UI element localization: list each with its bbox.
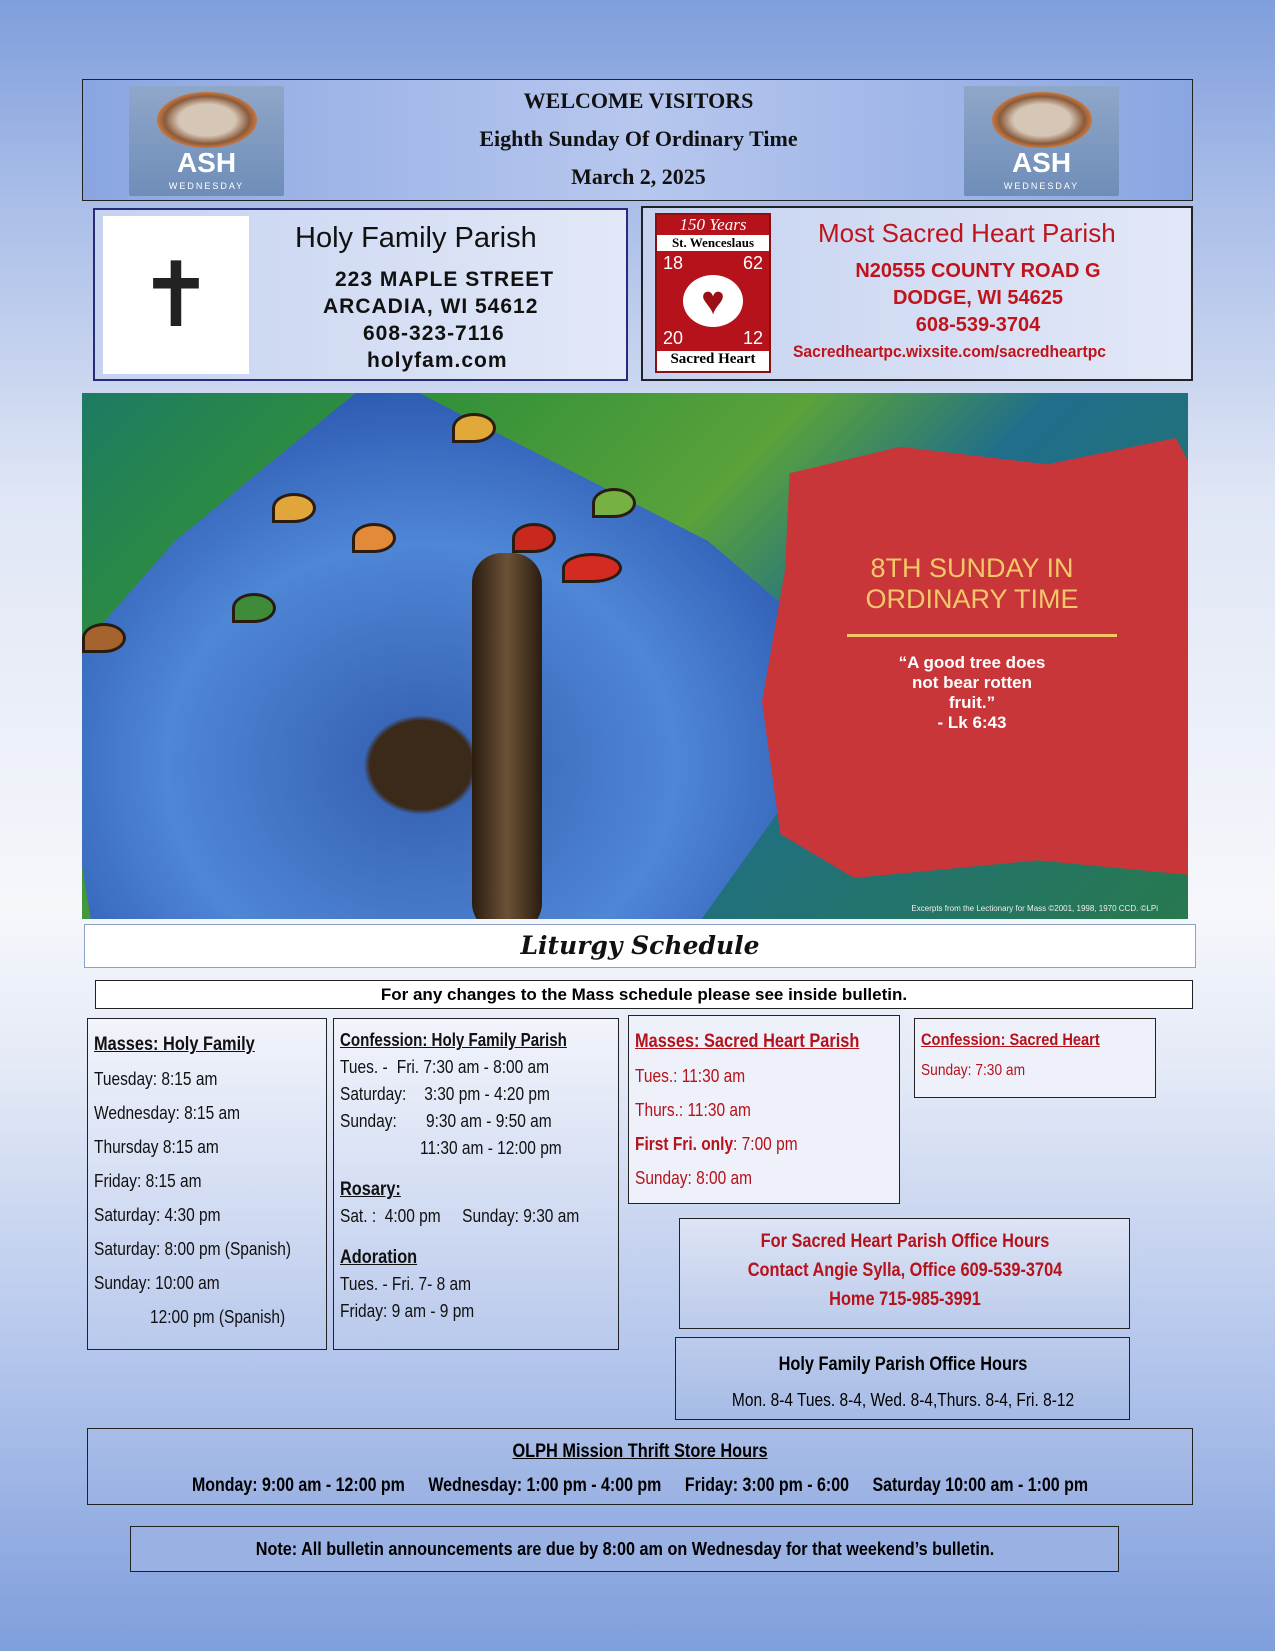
thrift-hours: Wednesday: 1:00 pm - 4:00 pm <box>428 1475 662 1496</box>
adoration-time: Friday: 9 am - 9 pm <box>340 1301 475 1321</box>
time: Fri. 7:30 am - 8:00 am <box>396 1057 550 1077</box>
office-contact: Contact Angie Sylla, Office 609-539-3704 <box>747 1260 1062 1281</box>
time: 9:30 am - 9:50 am <box>426 1111 552 1131</box>
masses-holy-family <box>87 1018 327 1350</box>
office-home-phone: Home 715-985-3991 <box>828 1289 981 1310</box>
leaf <box>272 493 316 523</box>
phone: 608-323-7116 <box>363 322 505 345</box>
badge-sub: WEDNESDAY <box>1003 181 1080 191</box>
sacred-heart-office-hours <box>679 1218 1130 1329</box>
city: ARCADIA, WI 54612 <box>323 295 539 318</box>
sacred-heart-info <box>641 206 1193 381</box>
time: 3:30 pm - 4:20 pm <box>424 1084 550 1104</box>
holy-family-office-hours <box>675 1337 1130 1420</box>
bulletin-date: March 2, 2025 <box>571 164 706 189</box>
office-line: For Sacred Heart Parish Office Hours <box>760 1231 1049 1252</box>
sunday-title: Eighth Sunday Of Ordinary Time <box>479 126 798 151</box>
logo-year: 20 <box>663 328 684 348</box>
heart-icon: ♥ <box>683 275 743 327</box>
badge-label: ASH <box>176 147 237 178</box>
quote-text: “A good tree does not bear rotten fruit.” <box>898 653 1046 712</box>
thrift-title: OLPH Mission Thrift Store Hours <box>512 1441 768 1462</box>
confession-time: Sunday: 7:30 am <box>921 1062 1026 1079</box>
phone: 608-539-3704 <box>915 314 1041 336</box>
leaf <box>452 413 496 443</box>
thrift-hours: Friday: 3:00 pm - 6:00 <box>684 1475 849 1496</box>
ash-wednesday-image-left <box>129 86 284 196</box>
confession-holy-family <box>333 1018 619 1350</box>
website[interactable]: holyfam.com <box>367 349 508 372</box>
leaf <box>352 523 396 553</box>
office-title: Holy Family Parish Office Hours <box>778 1354 1027 1375</box>
parish-name: Holy Family Parish <box>295 222 537 254</box>
leaf <box>562 553 622 583</box>
section-title: Masses: Holy Family <box>94 1034 255 1055</box>
leaf <box>82 623 126 653</box>
welcome-header <box>82 79 1193 201</box>
mass-time: : 7:00 pm <box>733 1134 798 1154</box>
logo-year: 18 <box>663 253 684 273</box>
holy-family-info <box>93 208 628 381</box>
thrift-store-hours <box>87 1428 1193 1505</box>
city: DODGE, WI 54625 <box>892 287 1064 309</box>
bulletin-deadline-note <box>130 1526 1119 1572</box>
mass-time: Thurs.: 11:30 am <box>635 1100 751 1120</box>
schedule-changes-note: For any changes to the Mass schedule please see inside bulletin. <box>95 980 1193 1009</box>
tree-trunk <box>472 553 542 919</box>
hero-title: 8TH SUNDAY IN ORDINARY TIME <box>865 553 1079 614</box>
badge-label: ASH <box>1011 147 1072 178</box>
quote-reference: - Lk 6:43 <box>937 713 1007 732</box>
mass-time: Tuesday: 8:15 am <box>94 1069 218 1089</box>
logo-year: 12 <box>742 328 763 348</box>
first-friday-label: First Fri. only <box>635 1134 734 1154</box>
masses-sacred-heart <box>628 1015 900 1204</box>
mass-time: Tues.: 11:30 am <box>635 1066 746 1086</box>
day: Tues. - <box>340 1057 388 1077</box>
mass-time: 12:00 pm (Spanish) <box>150 1307 286 1327</box>
mass-time: Sunday: 8:00 am <box>635 1168 753 1188</box>
divider <box>847 634 1117 637</box>
mass-time: Saturday: 4:30 pm <box>94 1205 221 1225</box>
logo-year: 62 <box>742 253 763 273</box>
image-credit: Excerpts from the Lectionary for Mass ©2001, 1998, 1970 CCD. ©LPi <box>911 904 1158 913</box>
liturgy-schedule-title: Liturgy Schedule <box>84 924 1196 968</box>
leaf <box>512 523 556 553</box>
office-hours: Mon. 8-4 Tues. 8-4, Wed. 8-4,Thurs. 8-4, Fri. 8-12 <box>731 1390 1074 1410</box>
holy-family-image: ✝ <box>103 216 249 374</box>
logo-name: St. Wenceslaus <box>671 235 755 250</box>
parish-name: Most Sacred Heart Parish <box>818 218 1116 248</box>
leaf <box>232 593 276 623</box>
section-title: Masses: Sacred Heart Parish <box>635 1031 860 1052</box>
adoration-time: Tues. - Fri. 7- 8 am <box>340 1274 472 1294</box>
day: Sunday: <box>340 1111 397 1131</box>
mass-time: Sunday: 10:00 am <box>94 1273 220 1293</box>
sacred-heart-logo <box>655 213 771 373</box>
rosary-title: Rosary: <box>340 1179 401 1200</box>
day: Saturday: <box>340 1084 407 1104</box>
leaf <box>592 488 636 518</box>
time: 11:30 am - 12:00 pm <box>420 1138 562 1158</box>
hero-quote <box>802 653 1142 733</box>
mass-time: Wednesday: 8:15 am <box>94 1103 241 1123</box>
section-title: Confession: Holy Family Parish <box>340 1030 567 1050</box>
logo-years: 150 Years <box>657 215 769 235</box>
confession-sacred-heart <box>914 1018 1156 1098</box>
welcome-title: WELCOME VISITORS <box>523 88 754 113</box>
ash-wednesday-image-right <box>964 86 1119 196</box>
website[interactable]: Sacredheartpc.wixsite.com/sacredheartpc <box>793 342 1106 361</box>
mass-time: Thursday 8:15 am <box>94 1137 219 1157</box>
thrift-hours: Monday: 9:00 am - 12:00 pm <box>191 1475 405 1496</box>
road: N20555 COUNTY ROAD G <box>855 260 1101 282</box>
note-text: Note: All bulletin announcements are due by 8:00 am on Wednesday for that weekend’s bulletin. <box>255 1539 994 1559</box>
adoration-title: Adoration <box>340 1247 418 1268</box>
section-title: Confession: Sacred Heart <box>921 1030 1100 1049</box>
rosary-times: Sat. : 4:00 pm Sunday: 9:30 am <box>340 1206 580 1226</box>
mass-time: Friday: 8:15 am <box>94 1171 202 1191</box>
badge-sub: WEDNESDAY <box>168 181 245 191</box>
mass-time: Saturday: 8:00 pm (Spanish) <box>94 1239 292 1259</box>
logo-footer: Sacred Heart <box>670 351 756 367</box>
hero-image <box>82 393 1188 919</box>
thrift-hours: Saturday 10:00 am - 1:00 pm <box>872 1475 1089 1496</box>
street: 223 MAPLE STREET <box>335 268 555 291</box>
